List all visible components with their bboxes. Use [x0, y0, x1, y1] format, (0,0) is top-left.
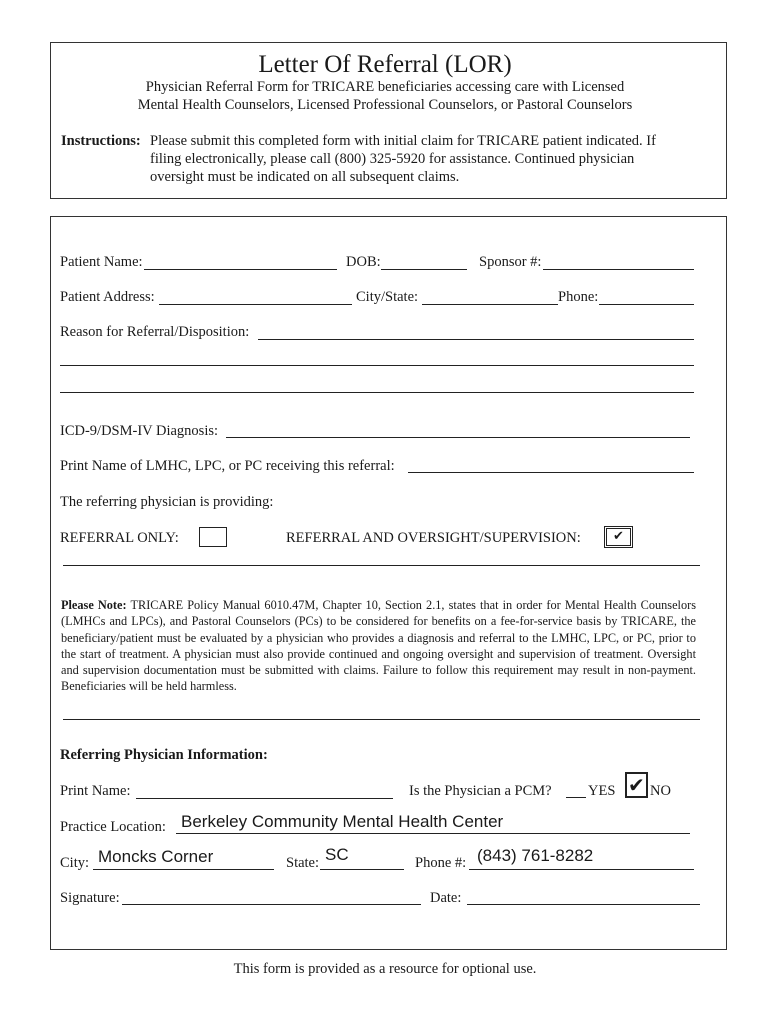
- date-field[interactable]: [467, 904, 700, 905]
- physician-section-title: Referring Physician Information:: [60, 747, 268, 763]
- note-label: Please Note:: [61, 598, 127, 612]
- reason-field[interactable]: [258, 339, 694, 340]
- physician-state-field[interactable]: [320, 869, 404, 870]
- city-state-field[interactable]: [422, 304, 558, 305]
- divider: [63, 719, 700, 720]
- referral-oversight-label: REFERRAL AND OVERSIGHT/SUPERVISION:: [286, 530, 581, 546]
- sponsor-field[interactable]: [543, 269, 694, 270]
- pcm-question: Is the Physician a PCM?: [409, 783, 552, 799]
- form-subtitle-line-1: Physician Referral Form for TRICARE beneficiaries accessing care with Licensed: [145, 79, 625, 95]
- footer-note: This form is provided as a resource for optional use.: [233, 961, 537, 977]
- dob-field[interactable]: [381, 269, 467, 270]
- instructions-line-2: filing electronically, please call (800) 325-5920 for assistance. Continued physician: [150, 151, 635, 167]
- print-name-label: Print Name:: [60, 783, 131, 799]
- receiver-field[interactable]: [408, 472, 694, 473]
- form-title: Letter Of Referral (LOR): [258, 51, 512, 78]
- physician-phone-label: Phone #:: [415, 855, 467, 871]
- practice-location-label: Practice Location:: [60, 819, 166, 835]
- signature-field[interactable]: [122, 904, 421, 905]
- reason-field-line-2[interactable]: [60, 365, 694, 366]
- policy-note: [61, 597, 696, 695]
- providing-label: The referring physician is providing:: [60, 494, 274, 510]
- instructions-line-1: Please submit this completed form with initial claim for TRICARE patient indicated. If: [150, 133, 656, 149]
- check-mark-icon: ✔: [628, 773, 645, 797]
- dob-label: DOB:: [346, 254, 381, 270]
- print-name-field[interactable]: [136, 798, 393, 799]
- instructions-line-3: oversight must be indicated on all subsequent claims.: [150, 169, 460, 185]
- reason-field-line-3[interactable]: [60, 392, 694, 393]
- referral-oversight-checkbox[interactable]: [604, 526, 633, 548]
- pcm-yes-label: YES: [588, 783, 616, 799]
- patient-address-field[interactable]: [159, 304, 352, 305]
- referral-only-label: REFERRAL ONLY:: [60, 530, 179, 546]
- pcm-no-checkbox[interactable]: [625, 772, 648, 798]
- divider: [63, 565, 700, 566]
- date-label: Date:: [430, 890, 462, 906]
- check-mark-icon: ✔: [613, 529, 624, 544]
- instructions-label: Instructions:: [61, 133, 141, 149]
- physician-state-label: State:: [286, 855, 320, 871]
- referral-only-checkbox[interactable]: [199, 527, 227, 547]
- physician-city-value: Moncks Corner: [98, 847, 214, 866]
- patient-name-field[interactable]: [144, 269, 337, 270]
- signature-label: Signature:: [60, 890, 120, 906]
- physician-phone-field[interactable]: [469, 869, 694, 870]
- sponsor-label: Sponsor #:: [479, 254, 542, 270]
- pcm-yes-blank[interactable]: [566, 797, 586, 798]
- practice-location-field[interactable]: [176, 833, 690, 834]
- pcm-no-label: NO: [650, 783, 671, 799]
- city-state-label: City/State:: [356, 289, 419, 305]
- diagnosis-label: ICD-9/DSM-IV Diagnosis:: [60, 423, 219, 439]
- patient-name-label: Patient Name:: [60, 254, 143, 270]
- form-subtitle-line-2: Mental Health Counselors, Licensed Professional Counselors, or Pastoral Counselors: [137, 97, 633, 113]
- patient-phone-field[interactable]: [599, 304, 694, 305]
- receiver-label: Print Name of LMHC, LPC, or PC receiving this referral:: [60, 458, 395, 474]
- reason-label: Reason for Referral/Disposition:: [60, 324, 250, 340]
- patient-phone-label: Phone:: [558, 289, 599, 305]
- diagnosis-field[interactable]: [226, 437, 690, 438]
- physician-city-field[interactable]: [93, 869, 274, 870]
- physician-city-label: City:: [60, 855, 90, 871]
- physician-state-value: SC: [325, 845, 349, 864]
- note-text: TRICARE Policy Manual 6010.47M, Chapter 10, Section 2.1, states that in order for Mental Health Counselors (LMHCs and LPCs), and Pastoral Counselors (PCs) to be considered for benefits on a fee-for-service basis by TRICARE, the beneficiary/patient must be evaluated by a physician who provides a diagnosis and referral to the LMHC, LPC, or PC, prior to the start of treatment. A physician must also provide continued and ongoing oversight and supervision of treatment. Oversight and supervision documentation must be submitted with claims. Failure to follow this requirement may result in non-payment. Beneficiaries will be held harmless.: [61, 598, 696, 694]
- practice-location-value: Berkeley Community Mental Health Center: [181, 812, 504, 831]
- physician-phone-value: (843) 761-8282: [477, 846, 594, 865]
- patient-address-label: Patient Address:: [60, 289, 155, 305]
